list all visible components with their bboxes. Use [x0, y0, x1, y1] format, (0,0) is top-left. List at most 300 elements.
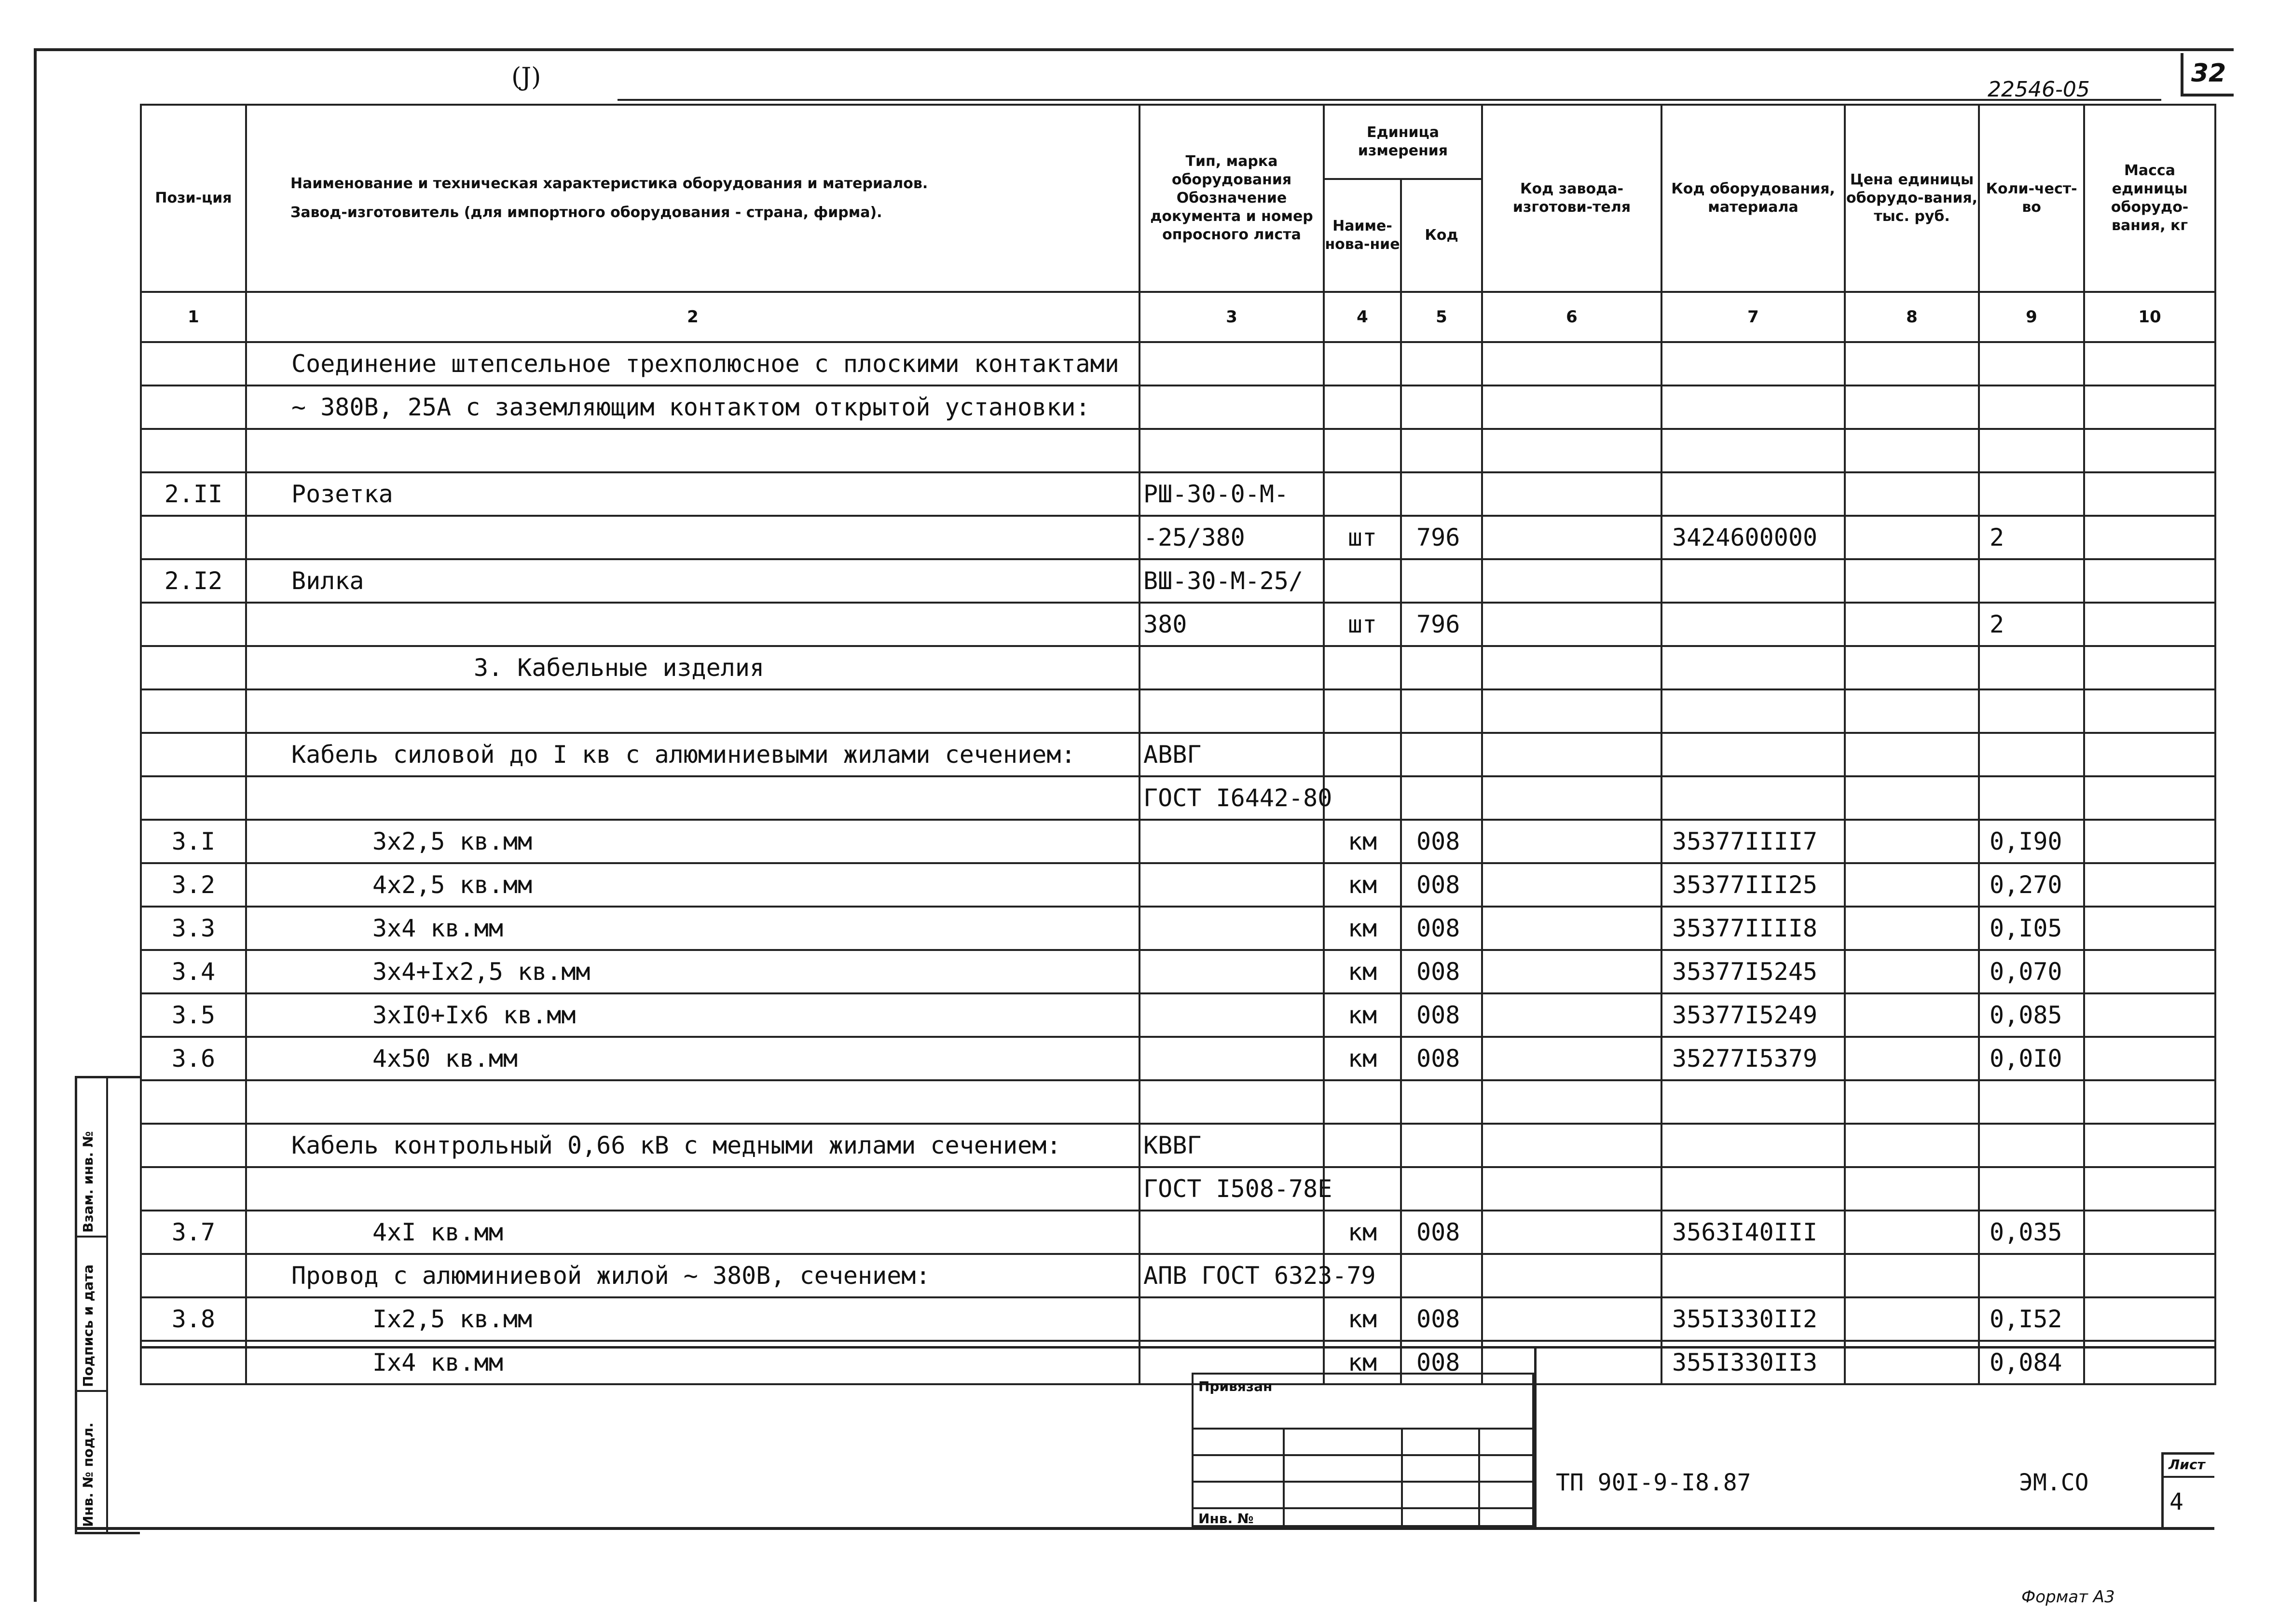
cell-position: [141, 1124, 246, 1167]
cell-equipment-code: 35377I5245: [1661, 950, 1845, 993]
cell-type: [1140, 1037, 1324, 1080]
cell-unit-code: [1401, 385, 1482, 429]
cell-quantity: 0,0I0: [1979, 1037, 2084, 1080]
cell-equipment-code: 35377I5249: [1661, 993, 1845, 1037]
cell-mass: [2084, 1297, 2215, 1341]
cell-unit: шт: [1324, 603, 1401, 646]
cell-factory-code: [1482, 1080, 1661, 1124]
cell-type: [1140, 1297, 1324, 1341]
cell-mass: [2084, 820, 2215, 863]
cell-unit-code: 796: [1401, 603, 1482, 646]
cell-factory-code: [1482, 429, 1661, 472]
cell-unit-code: [1401, 733, 1482, 776]
cell-price: [1845, 776, 1979, 820]
cell-unit: [1324, 385, 1401, 429]
table-row: [141, 1211, 2215, 1254]
cell-name: 3. Кабельные изделия: [246, 646, 1140, 689]
cell-position: [141, 646, 246, 689]
cell-position: 3.4: [141, 950, 246, 993]
table-row: [141, 472, 2215, 516]
strip-cell-inv-original: [77, 1392, 106, 1532]
cell-quantity: 0,I05: [1979, 907, 2084, 950]
cell-quantity: 0,070: [1979, 950, 2084, 993]
cell-equipment-code: [1661, 342, 1845, 385]
cell-mass: [2084, 603, 2215, 646]
cell-factory-code: [1482, 950, 1661, 993]
cell-mass: [2084, 1124, 2215, 1167]
table-row: [141, 776, 2215, 820]
cell-quantity: [1979, 733, 2084, 776]
cell-price: [1845, 559, 1979, 603]
cell-name: [246, 516, 1140, 559]
header-name-line2: Завод-изготовитель (для импортного оборудования - страна, фирма).: [290, 204, 882, 221]
table-row: [141, 559, 2215, 603]
cell-equipment-code: [1661, 1167, 1845, 1211]
cell-unit-code: [1401, 472, 1482, 516]
cell-type: [1140, 689, 1324, 733]
table-row: [141, 1167, 2215, 1211]
cell-factory-code: [1482, 733, 1661, 776]
cell-equipment-code: [1661, 1254, 1845, 1297]
table-row: [141, 1037, 2215, 1080]
cell-name: [246, 603, 1140, 646]
cell-factory-code: [1482, 907, 1661, 950]
cell-mass: [2084, 1254, 2215, 1297]
cell-type: КВВГ: [1140, 1124, 1324, 1167]
cell-price: [1845, 472, 1979, 516]
cell-unit-code: 008: [1401, 1341, 1482, 1384]
cell-unit: [1324, 689, 1401, 733]
cell-position: [141, 1080, 246, 1124]
cell-unit: [1324, 776, 1401, 820]
cell-position: [141, 603, 246, 646]
cell-mass: [2084, 1037, 2215, 1080]
header-position: Пози-ция: [141, 105, 246, 292]
strip-cell-replace-inv: [77, 1078, 106, 1238]
cell-unit-code: [1401, 1124, 1482, 1167]
cell-name: Кабель силовой до I кв с алюминиевыми жилами сечением:: [246, 733, 1140, 776]
cell-quantity: [1979, 472, 2084, 516]
cell-name: [246, 776, 1140, 820]
cell-unit: [1324, 733, 1401, 776]
cell-mass: [2084, 1080, 2215, 1124]
footer-rule: [140, 1346, 2214, 1349]
cell-unit-code: [1401, 1254, 1482, 1297]
cell-type: ВШ-30-М-25/: [1140, 559, 1324, 603]
cell-price: [1845, 1124, 1979, 1167]
cell-quantity: [1979, 1167, 2084, 1211]
cell-unit: шт: [1324, 516, 1401, 559]
column-number: 5: [1401, 292, 1482, 342]
cell-name: 3х4 кв.мм: [246, 907, 1140, 950]
cell-name: 3хI0+Iх6 кв.мм: [246, 993, 1140, 1037]
cell-type: ГОСТ I508-78Е: [1140, 1167, 1324, 1211]
cell-name: 3х4+Iх2,5 кв.мм: [246, 950, 1140, 993]
cell-unit-code: 008: [1401, 1297, 1482, 1341]
binding-stamp: [1192, 1373, 1534, 1527]
strip-label-signature: Подпись и дата: [80, 1264, 96, 1387]
cell-factory-code: [1482, 472, 1661, 516]
left-approval-strip: [75, 1076, 140, 1534]
table-row: [141, 385, 2215, 429]
cell-unit: [1324, 429, 1401, 472]
cell-equipment-code: 355I330II3: [1661, 1341, 1845, 1384]
header-factory-code: Код завода-изготови-теля: [1482, 105, 1661, 292]
cell-position: [141, 385, 246, 429]
cell-unit-code: 008: [1401, 993, 1482, 1037]
cell-unit: км: [1324, 1037, 1401, 1080]
cell-quantity: 2: [1979, 603, 2084, 646]
corner-number: 32: [2181, 53, 2234, 96]
cell-quantity: [1979, 1124, 2084, 1167]
table-row: [141, 1080, 2215, 1124]
cell-mass: [2084, 385, 2215, 429]
stamp-label: Привязан: [1198, 1378, 1273, 1394]
table-row: [141, 1297, 2215, 1341]
cell-name: Провод с алюминиевой жилой ~ 380В, сечением:: [246, 1254, 1140, 1297]
sheet-label: Лист: [2169, 1457, 2205, 1473]
cell-quantity: 0,270: [1979, 863, 2084, 907]
cell-price: [1845, 907, 1979, 950]
bottom-rule: [75, 1527, 2214, 1530]
cell-position: 2.I2: [141, 559, 246, 603]
strip-label-inv-original: Инв. № подл.: [80, 1422, 96, 1527]
cell-position: 2.II: [141, 472, 246, 516]
cell-mass: [2084, 516, 2215, 559]
table-row: [141, 863, 2215, 907]
cell-mass: [2084, 429, 2215, 472]
strip-cell-signature: [77, 1238, 106, 1392]
header-equipment-code: Код оборудования, материала: [1661, 105, 1845, 292]
cell-equipment-code: 35277I5379: [1661, 1037, 1845, 1080]
cell-quantity: [1979, 429, 2084, 472]
cell-equipment-code: 355I330II2: [1661, 1297, 1845, 1341]
cell-position: 3.3: [141, 907, 246, 950]
cell-equipment-code: [1661, 646, 1845, 689]
table-row: [141, 646, 2215, 689]
cell-mass: [2084, 472, 2215, 516]
cell-unit-code: [1401, 342, 1482, 385]
cell-equipment-code: [1661, 1124, 1845, 1167]
table-row: [141, 429, 2215, 472]
cell-mass: [2084, 950, 2215, 993]
cell-quantity: [1979, 385, 2084, 429]
cell-position: [141, 733, 246, 776]
cell-unit-code: [1401, 646, 1482, 689]
cell-factory-code: [1482, 342, 1661, 385]
cell-type: АВВГ: [1140, 733, 1324, 776]
cell-position: 3.2: [141, 863, 246, 907]
document-number: 22546-05: [1988, 77, 2090, 102]
cell-equipment-code: [1661, 472, 1845, 516]
cell-price: [1845, 1167, 1979, 1211]
table-row: [141, 993, 2215, 1037]
cell-equipment-code: 3563I40III: [1661, 1211, 1845, 1254]
column-number: 8: [1845, 292, 1979, 342]
cell-type: [1140, 950, 1324, 993]
cell-equipment-code: [1661, 776, 1845, 820]
table-row: [141, 733, 2215, 776]
cell-unit: [1324, 472, 1401, 516]
cell-factory-code: [1482, 820, 1661, 863]
title-block-divider: [1534, 1346, 1537, 1529]
table-row: [141, 603, 2215, 646]
cell-factory-code: [1482, 776, 1661, 820]
header-mass: Масса единицы оборудо-вания, кг: [2084, 105, 2215, 292]
cell-price: [1845, 950, 1979, 993]
cell-mass: [2084, 1211, 2215, 1254]
cell-mass: [2084, 993, 2215, 1037]
cell-quantity: 0,084: [1979, 1341, 2084, 1384]
cell-type: ГОСТ I6442-80: [1140, 776, 1324, 820]
cell-equipment-code: [1661, 385, 1845, 429]
cell-quantity: [1979, 559, 2084, 603]
cell-unit: км: [1324, 1297, 1401, 1341]
cell-quantity: 0,I90: [1979, 820, 2084, 863]
cell-mass: [2084, 646, 2215, 689]
header-unit-name: Наиме-нова-ние: [1324, 179, 1401, 292]
cell-quantity: [1979, 342, 2084, 385]
header-quantity: Коли-чест-во: [1979, 105, 2084, 292]
cell-name: Iх2,5 кв.мм: [246, 1297, 1140, 1341]
column-number: 6: [1482, 292, 1661, 342]
cell-price: [1845, 733, 1979, 776]
cell-name: [246, 1167, 1140, 1211]
cell-factory-code: [1482, 1211, 1661, 1254]
cell-type: 380: [1140, 603, 1324, 646]
cell-price: [1845, 689, 1979, 733]
cell-price: [1845, 1297, 1979, 1341]
specification-table: [140, 104, 2216, 1385]
cell-equipment-code: [1661, 429, 1845, 472]
cell-type: [1140, 385, 1324, 429]
cell-quantity: 0,035: [1979, 1211, 2084, 1254]
stamp-inv-label: Инв. №: [1198, 1511, 1254, 1527]
cell-quantity: [1979, 689, 2084, 733]
cell-unit-code: [1401, 689, 1482, 733]
cell-unit: км: [1324, 820, 1401, 863]
cell-unit: [1324, 1124, 1401, 1167]
cell-equipment-code: [1661, 733, 1845, 776]
cell-price: [1845, 429, 1979, 472]
cell-name: 4хI кв.мм: [246, 1211, 1140, 1254]
cell-unit-code: 008: [1401, 907, 1482, 950]
cell-quantity: [1979, 776, 2084, 820]
column-number: 3: [1140, 292, 1324, 342]
cell-price: [1845, 1254, 1979, 1297]
cell-factory-code: [1482, 1167, 1661, 1211]
column-number: 10: [2084, 292, 2215, 342]
cell-price: [1845, 342, 1979, 385]
column-number: 7: [1661, 292, 1845, 342]
cell-type: АПВ ГОСТ 6323-79: [1140, 1254, 1324, 1297]
table-row: [141, 516, 2215, 559]
cell-mass: [2084, 863, 2215, 907]
cell-equipment-code: 35377IIII7: [1661, 820, 1845, 863]
cell-equipment-code: 35377IIII8: [1661, 907, 1845, 950]
cell-type: [1140, 863, 1324, 907]
cell-quantity: 0,085: [1979, 993, 2084, 1037]
cell-price: [1845, 1080, 1979, 1124]
cell-mass: [2084, 733, 2215, 776]
cell-unit-code: [1401, 776, 1482, 820]
cell-unit: [1324, 646, 1401, 689]
cell-unit-code: [1401, 1167, 1482, 1211]
header-type: Тип, марка оборудования Обозначение документа и номер опросного листа: [1140, 105, 1324, 292]
cell-position: 3.6: [141, 1037, 246, 1080]
cell-name: ~ 380В, 25А с заземляющим контактом открытой установки:: [246, 385, 1140, 429]
cell-unit: [1324, 342, 1401, 385]
cell-name: Вилка: [246, 559, 1140, 603]
cell-type: [1140, 993, 1324, 1037]
cell-equipment-code: 3424600000: [1661, 516, 1845, 559]
cell-position: [141, 1167, 246, 1211]
cell-type: [1140, 1080, 1324, 1124]
cell-factory-code: [1482, 1124, 1661, 1167]
column-number: 2: [246, 292, 1140, 342]
cell-factory-code: [1482, 993, 1661, 1037]
cell-equipment-code: [1661, 1080, 1845, 1124]
cell-price: [1845, 603, 1979, 646]
cell-name: [246, 1080, 1140, 1124]
cell-unit: км: [1324, 993, 1401, 1037]
table-body: [141, 342, 2215, 1384]
cell-price: [1845, 993, 1979, 1037]
cell-position: [141, 342, 246, 385]
cell-price: [1845, 646, 1979, 689]
cell-quantity: 2: [1979, 516, 2084, 559]
top-rule: [618, 99, 2161, 101]
cell-mass: [2084, 907, 2215, 950]
cell-factory-code: [1482, 1297, 1661, 1341]
cell-name: Соединение штепсельное трехполюсное с плоскими контактами: [246, 342, 1140, 385]
document-code: ТП 90I-9-I8.87: [1556, 1469, 1751, 1496]
sheet-box: [2161, 1452, 2214, 1527]
cell-type: РШ-30-0-М-: [1140, 472, 1324, 516]
column-number: 4: [1324, 292, 1401, 342]
cell-quantity: [1979, 646, 2084, 689]
cell-price: [1845, 863, 1979, 907]
cell-equipment-code: 35377III25: [1661, 863, 1845, 907]
cell-mass: [2084, 342, 2215, 385]
header-name: [246, 105, 1140, 292]
cell-position: 3.7: [141, 1211, 246, 1254]
cell-name: Кабель контрольный 0,66 кВ с медными жилами сечением:: [246, 1124, 1140, 1167]
cell-equipment-code: [1661, 689, 1845, 733]
strip-label-replace-inv: Взам. инв. №: [80, 1131, 96, 1233]
cell-unit-code: 008: [1401, 820, 1482, 863]
cell-type: [1140, 907, 1324, 950]
table-row: [141, 950, 2215, 993]
column-number: 9: [1979, 292, 2084, 342]
cell-factory-code: [1482, 646, 1661, 689]
cell-position: 3.I: [141, 820, 246, 863]
cell-price: [1845, 1037, 1979, 1080]
cell-equipment-code: [1661, 559, 1845, 603]
cell-price: [1845, 820, 1979, 863]
cell-unit: км: [1324, 907, 1401, 950]
cell-factory-code: [1482, 689, 1661, 733]
cell-unit: км: [1324, 1211, 1401, 1254]
cell-type: [1140, 820, 1324, 863]
cell-unit: [1324, 1080, 1401, 1124]
cell-name: Iх4 кв.мм: [246, 1341, 1140, 1384]
cell-name: 3х2,5 кв.мм: [246, 820, 1140, 863]
cell-unit-code: [1401, 1080, 1482, 1124]
cell-mass: [2084, 689, 2215, 733]
cell-position: [141, 516, 246, 559]
document-mark: ЭМ.СО: [2019, 1469, 2089, 1496]
table-row: [141, 907, 2215, 950]
cell-unit-code: 008: [1401, 1211, 1482, 1254]
cell-unit: км: [1324, 1341, 1401, 1384]
sheet-number: 4: [2169, 1488, 2183, 1515]
cell-quantity: [1979, 1254, 2084, 1297]
cell-unit: [1324, 559, 1401, 603]
cell-factory-code: [1482, 385, 1661, 429]
cell-type: [1140, 429, 1324, 472]
header-price: Цена единицы оборудо-вания, тыс. руб.: [1845, 105, 1979, 292]
cell-type: -25/380: [1140, 516, 1324, 559]
header-unit: Единица измерения: [1324, 105, 1482, 179]
table-row: [141, 689, 2215, 733]
cell-position: [141, 1254, 246, 1297]
format-label: Формат А3: [2021, 1587, 2115, 1607]
column-numbers-row: [141, 292, 2215, 342]
cell-type: [1140, 1211, 1324, 1254]
table-row: [141, 820, 2215, 863]
cell-quantity: 0,I52: [1979, 1297, 2084, 1341]
cell-factory-code: [1482, 863, 1661, 907]
header-name-line1: Наименование и техническая характеристика оборудования и материалов.: [290, 175, 928, 192]
table-row: [141, 1254, 2215, 1297]
cell-position: [141, 429, 246, 472]
cell-unit: км: [1324, 950, 1401, 993]
cell-factory-code: [1482, 1254, 1661, 1297]
table-row: [141, 1124, 2215, 1167]
cell-factory-code: [1482, 1037, 1661, 1080]
cell-unit-code: [1401, 559, 1482, 603]
cell-unit-code: 008: [1401, 950, 1482, 993]
cell-position: 3.5: [141, 993, 246, 1037]
cell-unit-code: [1401, 429, 1482, 472]
cell-price: [1845, 516, 1979, 559]
header-unit-code: Код: [1401, 179, 1482, 292]
cell-factory-code: [1482, 603, 1661, 646]
cell-position: [141, 776, 246, 820]
cell-type: [1140, 646, 1324, 689]
cell-unit-code: 008: [1401, 863, 1482, 907]
cell-price: [1845, 1211, 1979, 1254]
cell-type: [1140, 342, 1324, 385]
cell-mass: [2084, 776, 2215, 820]
cell-position: 3.8: [141, 1297, 246, 1341]
cell-name: 4х2,5 кв.мм: [246, 863, 1140, 907]
cell-price: [1845, 385, 1979, 429]
cell-unit-code: 796: [1401, 516, 1482, 559]
cell-position: [141, 689, 246, 733]
cell-unit: км: [1324, 863, 1401, 907]
cell-unit-code: 008: [1401, 1037, 1482, 1080]
cell-name: 4х50 кв.мм: [246, 1037, 1140, 1080]
cell-factory-code: [1482, 559, 1661, 603]
cell-equipment-code: [1661, 603, 1845, 646]
cell-quantity: [1979, 1080, 2084, 1124]
cell-name: Розетка: [246, 472, 1140, 516]
cell-name: [246, 429, 1140, 472]
top-mark: (Ј): [511, 63, 541, 92]
cell-name: [246, 689, 1140, 733]
